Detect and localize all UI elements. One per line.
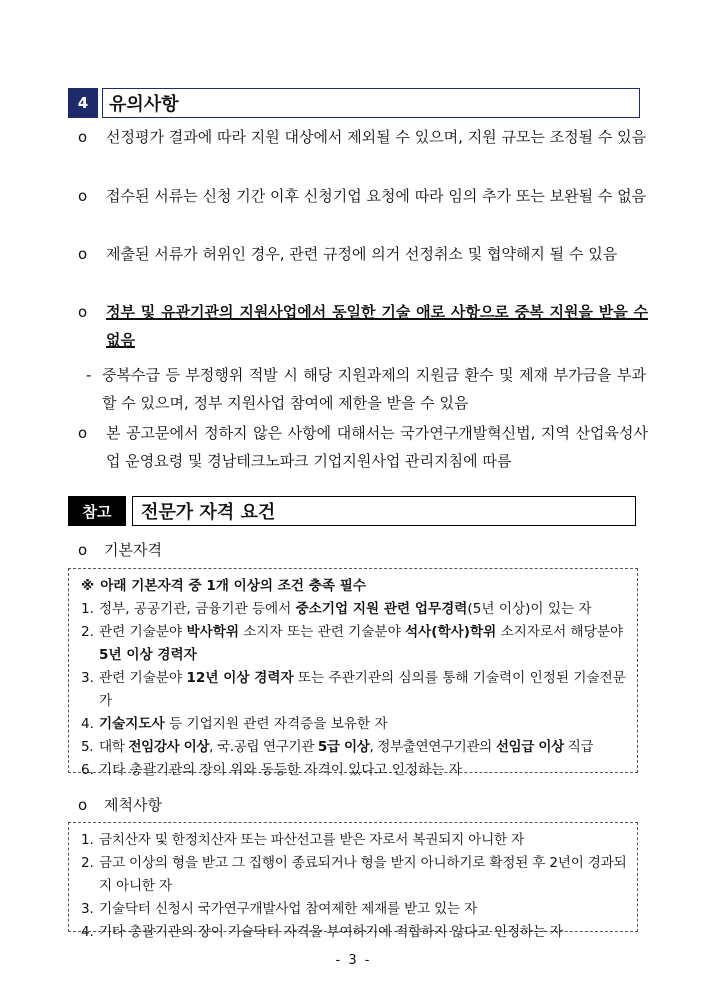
section-header	[68, 88, 640, 118]
qualification-item	[81, 598, 627, 621]
text-bold: 중소기업 지원 관련 업무경력	[295, 601, 468, 617]
dash-bullet: -	[86, 366, 92, 384]
list-item	[78, 182, 648, 210]
text-part: , 정부출연연구기관의	[369, 739, 496, 755]
exclusion-item	[81, 921, 627, 944]
text-part: 정부, 공공기관, 금융기관 등에서	[99, 601, 296, 617]
item-number: 2.	[81, 855, 94, 871]
list-item	[78, 240, 648, 268]
text-part: (5년 이상)이 있는 자	[467, 601, 592, 617]
text-part: 관련 기술분야	[99, 670, 187, 686]
reference-label: 참고	[68, 496, 126, 526]
item-number: 5.	[81, 739, 94, 755]
bullet: o	[78, 541, 88, 559]
item-text: 제출된 서류가 허위인 경우, 관련 규정에 의거 선정취소 및 협약해지 될 수 있음	[106, 245, 618, 263]
list-item	[78, 419, 648, 475]
item-number: 1.	[81, 832, 94, 848]
text-bold: 박사학위	[186, 624, 239, 640]
exclusion-box	[68, 822, 638, 940]
item-number: 6.	[81, 762, 94, 778]
section-title: 유의사항	[102, 88, 640, 118]
item-number: 4.	[81, 716, 94, 732]
item-text	[99, 736, 627, 759]
reference-title: 전문가 자격 요건	[132, 496, 636, 526]
item-text: 본 공고문에서 정하지 않은 사항에 대해서는 국가연구개발혁신법, 지역 산업육성사업 운영요령 및 경남테크노파크 기업지원사업 관리지침에 따름	[106, 424, 648, 470]
duplicate-support-warning: 정부 및 유관기관의 지원사업에서 동일한 기술 애로 사항으로 중복 지원을 받을 수 없음	[106, 303, 648, 349]
basic-qualification-box	[68, 568, 638, 778]
text-part: 소지자로서 해당분야	[496, 624, 624, 640]
subheading-exclusion	[78, 793, 162, 817]
subheading-basic	[78, 538, 162, 562]
text-bold: 석사(학사)학위	[405, 624, 497, 640]
item-text: 기술닥터 신청시 국가연구개발사업 참여제한 제재를 받고 있는 자	[99, 901, 477, 917]
item-number: 4.	[81, 924, 94, 940]
text-part: 직급	[563, 739, 594, 755]
item-text	[99, 713, 627, 736]
text-bold: 기술지도사	[99, 716, 165, 732]
item-text: 기타 총괄기관의 장이 위와 동등한 자격이 있다고 인정하는 자	[99, 762, 462, 778]
exclusion-item	[81, 829, 627, 852]
item-text: 금고 이상의 형을 받고 그 집행이 종료되거나 형을 받지 아니하기로 확정된 후 2년이 경과되지 아니한 자	[99, 855, 627, 894]
item-number: 2.	[81, 624, 94, 640]
bullet: o	[78, 187, 88, 205]
text-part: , 국.공립 연구기관	[209, 739, 318, 755]
item-number: 3.	[81, 901, 94, 917]
exclusion-item	[81, 898, 627, 921]
item-text: 중복수급 등 부정행위 적발 시 해당 지원과제의 지원금 환수 및 제재 부가금을 부과할 수 있으며, 정부 지원사업 참여에 제한을 받을 수 있음	[102, 366, 646, 412]
bullet: o	[78, 245, 88, 263]
text-part: 또는 주관기관의 심의를 통해 기술력이 인정된 기술전문가	[99, 670, 626, 709]
bullet: o	[78, 303, 88, 321]
item-text: 선정평가 결과에 따라 지원 대상에서 제외될 수 있으며, 지원 규모는 조정될 수 있음	[106, 128, 647, 146]
text-bold: 5년 이상 경력자	[99, 647, 197, 663]
text-part: 등 기업지원 관련 자격증을 보유한 자	[164, 716, 388, 732]
reference-header	[68, 496, 636, 526]
item-text	[99, 598, 627, 621]
bullet: o	[78, 128, 88, 146]
item-number: 1.	[81, 601, 94, 617]
text-bold: 전임강사 이상	[128, 739, 210, 755]
exclusion-item	[81, 852, 627, 898]
qualification-item	[81, 713, 627, 736]
qualification-item	[81, 736, 627, 759]
bullet: o	[78, 424, 88, 442]
item-text: 접수된 서류는 신청 기간 이후 신청기업 요청에 따라 임의 추가 또는 보완될 수 없음	[106, 187, 647, 205]
note-text: 아래 기본자격 중 1개 이상의 조건 충족 필수	[100, 578, 367, 594]
list-item	[78, 123, 648, 151]
list-subitem	[86, 361, 646, 417]
subheading-text: 기본자격	[104, 541, 162, 559]
list-item-highlighted	[78, 298, 648, 354]
item-text	[99, 621, 627, 667]
section-number: 4	[68, 88, 98, 118]
text-part: 관련 기술분야	[99, 624, 187, 640]
qualification-item	[81, 621, 627, 667]
item-number: 3.	[81, 670, 94, 686]
text-bold: 선임급 이상	[495, 739, 564, 755]
note-line	[81, 575, 627, 598]
subheading-text: 제척사항	[104, 796, 162, 814]
bullet: o	[78, 796, 88, 814]
note-prefix: ※	[81, 578, 95, 594]
item-text: 기타 총괄기관의 장이 기술닥터 자격을 부여하기에 적합하지 않다고 인정하는 자	[99, 924, 563, 940]
text-bold: 5급 이상	[317, 739, 370, 755]
text-part: 소지자 또는 관련 기술분야	[238, 624, 406, 640]
item-text	[99, 667, 627, 713]
item-text-wrap	[106, 298, 648, 354]
qualification-item	[81, 667, 627, 713]
qualification-item	[81, 759, 627, 782]
item-text: 금치산자 및 한정치산자 또는 파산선고를 받은 자로서 복권되지 아니한 자	[99, 832, 525, 848]
text-part: 대학	[99, 739, 129, 755]
text-bold: 12년 이상 경력자	[186, 670, 294, 686]
page-number: - 3 -	[335, 953, 372, 968]
